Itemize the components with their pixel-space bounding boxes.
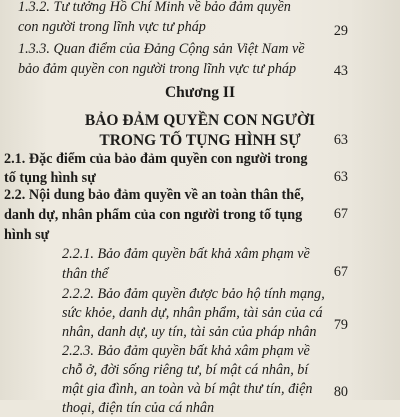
toc-entry-2-2-1-page: 67: [333, 264, 348, 280]
chapter-label: Chương II: [164, 84, 235, 101]
toc-entry-2-2-2-line1: 2.2.2. Bảo đảm quyền được bảo hộ tính mạng,: [62, 286, 325, 302]
chapter-title-line1: BẢO ĐẢM QUYỀN CON NGƯỜI: [84, 112, 316, 129]
toc-entry-2-2-3-line2: chỗ ở, đời sống riêng tư, bí mật cá nhân, bí: [62, 362, 309, 378]
toc-entry-2-1-line1: 2.1. Đặc điểm của bảo đảm quyền con người trong: [4, 151, 308, 167]
toc-entry-2-2-2-line2: sức khỏe, danh dự, nhân phẩm, tài sản của cá: [62, 305, 323, 321]
toc-entry-1-3-3-page: 43: [333, 63, 348, 79]
toc-entry-2-2-1-line2: thân thể: [62, 266, 109, 282]
toc-entry-1-3-3-line1: 1.3.3. Quan điểm của Đảng Cộng sản Việt Nam về: [18, 41, 305, 57]
page-edge-shadow: [350, 0, 400, 400]
toc-entry-2-2-3-line3: mật gia đình, an toàn và bí mật thư tín, điện: [62, 381, 313, 397]
toc-entry-2-1-page: 63: [333, 169, 348, 185]
chapter-page: 63: [333, 132, 348, 148]
toc-entry-2-2-3-line4: thoại, điện tín của cá nhân: [62, 400, 215, 416]
toc-entry-2-2-line1: 2.2. Nội dung bảo đảm quyền về an toàn thân thể,: [4, 187, 304, 203]
toc-entry-1-3-2-line1: 1.3.2. Tư tưởng Hồ Chí Minh về bảo đảm quyền: [18, 0, 291, 15]
toc-entry-2-2-3-page: 80: [333, 384, 348, 400]
toc-entry-2-1-line2: tố tụng hình sự: [4, 170, 96, 186]
toc-entry-2-2-2-page: 79: [333, 317, 348, 333]
toc-entry-1-3-3-line2: bảo đảm quyền con người trong lĩnh vực tư pháp: [18, 61, 297, 77]
toc-entry-2-2-line2: danh dự, nhân phẩm của con người trong tố tụng: [4, 207, 303, 223]
chapter-title-line2: TRONG TỐ TỤNG HÌNH SỰ: [99, 132, 301, 149]
toc-entry-1-3-2-page: 29: [333, 23, 348, 39]
toc-entry-2-2-3-line1: 2.2.3. Bảo đảm quyền bất khả xâm phạm về: [62, 343, 310, 359]
toc-entry-2-2-1-line1: 2.2.1. Bảo đảm quyền bất khả xâm phạm về: [62, 246, 310, 262]
toc-entry-1-3-2-line2: con người trong lĩnh vực tư pháp: [18, 19, 206, 35]
toc-entry-2-2-page: 67: [333, 206, 348, 222]
toc-entry-2-2-2-line3: nhân, danh dự, uy tín, tài sản của pháp nhân: [62, 324, 317, 340]
toc-entry-2-2-line3: hình sự: [4, 227, 50, 243]
